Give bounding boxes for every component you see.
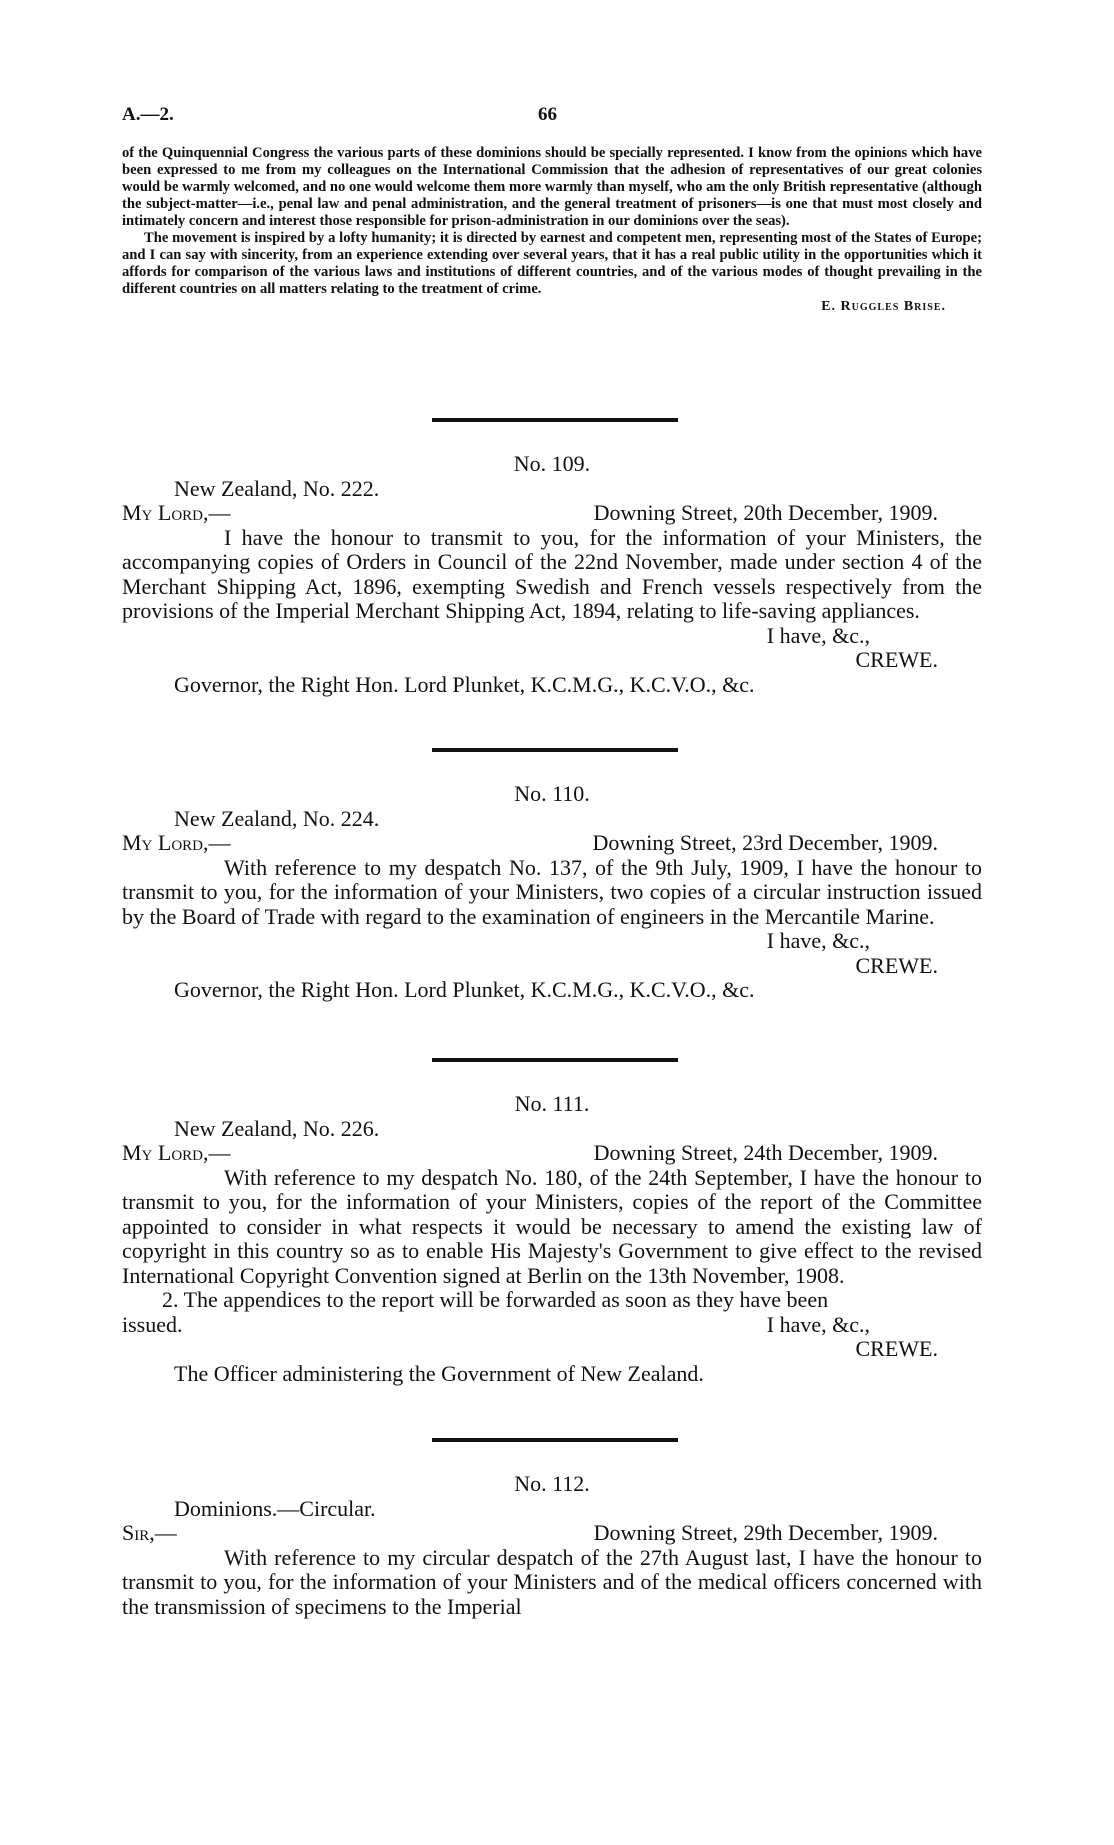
signer: CREWE.: [855, 647, 938, 672]
dispatch-body: With reference to my despatch No. 137, of the 9th July, 1909, I have the honour to transmit to you, for the information of your Ministers, two copies of a circular instruction issued by the Board of Trade with regard to the examination of engineers in the Mercantile Marine.: [122, 854, 982, 929]
dispatch-number: No. 110.: [514, 781, 590, 806]
section-divider: [432, 1058, 678, 1062]
section-divider: [432, 418, 678, 422]
dispatch-body-2: 2. The appendices to the report will be forwarded as soon as they have been: [162, 1287, 829, 1312]
salutation-row: [122, 1141, 982, 1166]
closing: I have, &c.,: [766, 1311, 870, 1337]
dispatch-109: [122, 452, 982, 697]
dispatch-110: [122, 782, 982, 1003]
addressee: Governor, the Right Hon. Lord Plunket, K.C.M.G., K.C.V.O., &c.: [174, 671, 755, 697]
document-code: A.—2.: [122, 104, 174, 125]
dispatch-number: No. 111.: [514, 1091, 590, 1116]
salutation: My Lord,—: [122, 830, 231, 855]
dispatch-body: With reference to my circular despatch of the 27th August last, I have the honour to transmit to you, for the information of your Ministers and of the medical officers concerned with the transmission of specimens to the Imperial: [122, 1544, 982, 1619]
section-divider: [432, 1438, 678, 1442]
dispatch-111: [122, 1092, 982, 1386]
addressee: Governor, the Right Hon. Lord Plunket, K.C.M.G., K.C.V.O., &c.: [174, 977, 755, 1002]
closing: I have, &c.,: [766, 928, 870, 953]
page-number: 66: [538, 104, 557, 125]
signer: CREWE.: [855, 1336, 938, 1361]
place-date: Downing Street, 23rd December, 1909.: [592, 830, 938, 855]
salutation-row: [122, 1521, 982, 1546]
section-divider: [432, 748, 678, 752]
salutation: Sir,—: [122, 1520, 177, 1545]
dispatch-reference: New Zealand, No. 226.: [174, 1115, 380, 1141]
closing: I have, &c.,: [766, 622, 870, 648]
intro-section: [122, 145, 982, 315]
dispatch-reference: New Zealand, No. 224.: [174, 805, 380, 831]
place-date: Downing Street, 24th December, 1909.: [593, 1140, 938, 1165]
dispatch-body: I have the honour to transmit to you, for the information of your Ministers, the accompanying copies of Orders in Council of the 22nd November, made under section 4 of the Merchant Shipping Act, 1896, exempting Swedish and French vessels respectively from the provisions of the Imperial Merchant Shipping Act, 1894, relating to life-saving appliances.: [122, 524, 982, 623]
salutation-row: [122, 501, 982, 526]
salutation: My Lord,—: [122, 500, 231, 525]
dispatch-body: With reference to my despatch No. 180, of the 24th September, I have the honour to transmit to you, for the information of your Ministers, copies of the report of the Committee appointed to consider in what respects it would be necessary to amend the existing law of copyright in this country so as to enable His Majesty's Government to give effect to the revised International Copyright Convention signed at Berlin on the 13th November, 1908.: [122, 1164, 982, 1288]
place-date: Downing Street, 20th December, 1909.: [593, 500, 938, 525]
dispatch-number: No. 112.: [514, 1471, 590, 1496]
signer: CREWE.: [855, 952, 938, 978]
intro-paragraph-2: The movement is inspired by a lofty humanity; it is directed by earnest and competent men, representing most of the States of Europe; and I can say with sincerity, from an experience extending over several years, that it has a real public utility in the opportunities which it affords for comparison of the various laws and institutions of different countries, and of the various modes of thought prevailing in the different countries on all matters relating to the treatment of crime.: [122, 230, 982, 297]
dispatch-reference: New Zealand, No. 222.: [174, 475, 380, 501]
salutation: My Lord,—: [122, 1140, 231, 1165]
intro-signature: E. Ruggles Brise.: [821, 299, 946, 314]
salutation-row: [122, 831, 982, 856]
issued-row: [122, 1313, 982, 1338]
intro-paragraph-1: of the Quinquennial Congress the various parts of these dominions should be specially represented. I know from the opinions which have been expressed to me from my colleagues on the International Commission that the adhesion of representatives of our great colonies would be warmly welcomed, and no one would welcome them more warmly than myself, who am the only British representative (although the subject-matter—i.e., penal law and penal administration, and the general treatment of prisoners—is one that must most closely and intimately concern and interest those responsible for prison-administration in our dominions over the seas).: [122, 145, 982, 229]
place-date: Downing Street, 29th December, 1909.: [593, 1520, 938, 1545]
dispatch-112: [122, 1472, 982, 1619]
dispatch-number: No. 109.: [513, 451, 591, 476]
dispatch-body-2-end: issued.: [122, 1311, 183, 1337]
addressee: The Officer administering the Government of New Zealand.: [174, 1360, 704, 1386]
dispatch-reference: Dominions.—Circular.: [174, 1495, 376, 1521]
